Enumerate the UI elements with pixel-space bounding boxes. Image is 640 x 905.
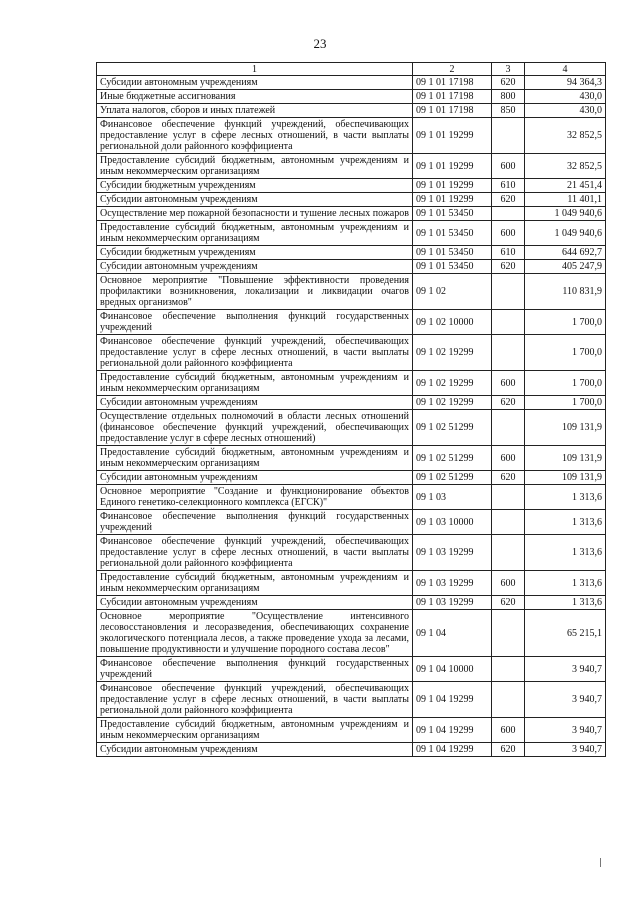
row-amount: 1 313,6 <box>525 510 606 535</box>
table-row <box>97 104 606 118</box>
row-type: 800 <box>492 90 525 104</box>
row-name: Основное мероприятие "Осуществление интенсивного лесовосстановления и лесоразведения, обеспечивающих сохранение экологического потенциала лесов, а также проведение ухода за лесами, повышение продуктивности и улучшение породного состава лесов" <box>97 610 413 657</box>
table-row <box>97 682 606 718</box>
row-name: Субсидии автономным учреждениям <box>97 76 413 90</box>
row-type: 620 <box>492 396 525 410</box>
row-code: 09 1 04 19299 <box>413 718 492 743</box>
row-name: Финансовое обеспечение функций учреждений, обеспечивающих предоставление услуг в сфере лесных отношений, в части выплаты региональной доли районного коэффициента <box>97 335 413 371</box>
row-type: 600 <box>492 154 525 179</box>
row-type: 600 <box>492 371 525 396</box>
table-row <box>97 535 606 571</box>
row-amount: 1 049 940,6 <box>525 221 606 246</box>
row-code: 09 1 01 53450 <box>413 221 492 246</box>
row-name: Предоставление субсидий бюджетным, автономным учреждениям и иным некоммерческим организациям <box>97 571 413 596</box>
row-type: 610 <box>492 179 525 193</box>
row-type <box>492 335 525 371</box>
row-amount: 1 313,6 <box>525 571 606 596</box>
row-code: 09 1 02 19299 <box>413 335 492 371</box>
row-amount: 109 131,9 <box>525 446 606 471</box>
row-amount: 3 940,7 <box>525 657 606 682</box>
table-row <box>97 310 606 335</box>
header-row <box>97 63 606 76</box>
row-type: 600 <box>492 718 525 743</box>
row-name: Субсидии бюджетным учреждениям <box>97 179 413 193</box>
table-row <box>97 221 606 246</box>
table-row <box>97 485 606 510</box>
row-code: 09 1 01 53450 <box>413 260 492 274</box>
row-name: Субсидии автономным учреждениям <box>97 743 413 757</box>
table-row <box>97 410 606 446</box>
row-type: 620 <box>492 743 525 757</box>
row-type: 620 <box>492 193 525 207</box>
row-amount: 110 831,9 <box>525 274 606 310</box>
row-amount: 65 215,1 <box>525 610 606 657</box>
row-type <box>492 310 525 335</box>
table-row <box>97 396 606 410</box>
row-code: 09 1 04 10000 <box>413 657 492 682</box>
row-code: 09 1 04 19299 <box>413 682 492 718</box>
row-name: Предоставление субсидий бюджетным, автономным учреждениям и иным некоммерческим организациям <box>97 446 413 471</box>
row-name: Субсидии автономным учреждениям <box>97 396 413 410</box>
row-code: 09 1 02 51299 <box>413 410 492 446</box>
row-amount: 109 131,9 <box>525 410 606 446</box>
table-row <box>97 371 606 396</box>
row-amount: 3 940,7 <box>525 743 606 757</box>
row-name: Финансовое обеспечение выполнения функций государственных учреждений <box>97 657 413 682</box>
row-amount: 644 692,7 <box>525 246 606 260</box>
table-row <box>97 179 606 193</box>
row-code: 09 1 04 <box>413 610 492 657</box>
row-type <box>492 682 525 718</box>
row-type <box>492 535 525 571</box>
row-code: 09 1 02 51299 <box>413 446 492 471</box>
row-name: Основное мероприятие "Создание и функционирование объектов Единого генетико-селекционного комплекса (ЕГСК)" <box>97 485 413 510</box>
row-name: Финансовое обеспечение выполнения функций государственных учреждений <box>97 310 413 335</box>
table-row <box>97 118 606 154</box>
table-row <box>97 743 606 757</box>
row-name: Финансовое обеспечение функций учреждений, обеспечивающих предоставление услуг в сфере лесных отношений, в части выплаты региональной доли районного коэффициента <box>97 535 413 571</box>
row-code: 09 1 01 19299 <box>413 118 492 154</box>
row-code: 09 1 02 <box>413 274 492 310</box>
row-code: 09 1 04 19299 <box>413 743 492 757</box>
row-code: 09 1 02 19299 <box>413 396 492 410</box>
budget-table <box>96 62 606 757</box>
table-row <box>97 610 606 657</box>
row-amount: 3 940,7 <box>525 682 606 718</box>
row-type: 600 <box>492 446 525 471</box>
row-type: 600 <box>492 571 525 596</box>
row-amount: 430,0 <box>525 90 606 104</box>
row-name: Предоставление субсидий бюджетным, автономным учреждениям и иным некоммерческим организациям <box>97 371 413 396</box>
table-row <box>97 335 606 371</box>
row-amount: 1 700,0 <box>525 396 606 410</box>
row-amount: 3 940,7 <box>525 718 606 743</box>
row-code: 09 1 03 19299 <box>413 596 492 610</box>
row-amount: 1 313,6 <box>525 596 606 610</box>
row-amount: 94 364,3 <box>525 76 606 90</box>
row-type <box>492 410 525 446</box>
row-name: Осуществление мер пожарной безопасности и тушение лесных пожаров <box>97 207 413 221</box>
row-amount: 32 852,5 <box>525 118 606 154</box>
row-type <box>492 207 525 221</box>
row-name: Осуществление отдельных полномочий в области лесных отношений (финансовое обеспечение функций учреждений, обеспечивающих предоставление услуг в сфере лесных отношений) <box>97 410 413 446</box>
row-name: Иные бюджетные ассигнования <box>97 90 413 104</box>
table-row <box>97 154 606 179</box>
row-code: 09 1 01 19299 <box>413 154 492 179</box>
row-name: Субсидии автономным учреждениям <box>97 260 413 274</box>
row-type: 610 <box>492 246 525 260</box>
row-name: Финансовое обеспечение функций учреждений, обеспечивающих предоставление услуг в сфере лесных отношений, в части выплаты региональной доли районного коэффициента <box>97 682 413 718</box>
row-type <box>492 118 525 154</box>
row-type: 620 <box>492 76 525 90</box>
table-body <box>97 76 606 757</box>
row-code: 09 1 02 19299 <box>413 371 492 396</box>
row-amount: 1 700,0 <box>525 310 606 335</box>
row-type: 620 <box>492 260 525 274</box>
row-amount: 11 401,1 <box>525 193 606 207</box>
table-row <box>97 90 606 104</box>
row-type <box>492 610 525 657</box>
row-type: 620 <box>492 596 525 610</box>
row-code: 09 1 03 <box>413 485 492 510</box>
row-code: 09 1 01 17198 <box>413 104 492 118</box>
row-name: Субсидии автономным учреждениям <box>97 471 413 485</box>
header-col-3: 3 <box>492 63 525 76</box>
row-type: 600 <box>492 221 525 246</box>
row-code: 09 1 02 10000 <box>413 310 492 335</box>
table-row <box>97 246 606 260</box>
table-row <box>97 571 606 596</box>
table-row <box>97 596 606 610</box>
table-row <box>97 471 606 485</box>
row-amount: 1 700,0 <box>525 371 606 396</box>
row-name: Субсидии бюджетным учреждениям <box>97 246 413 260</box>
table-row <box>97 718 606 743</box>
row-amount: 1 049 940,6 <box>525 207 606 221</box>
header-col-4: 4 <box>525 63 606 76</box>
row-amount: 1 700,0 <box>525 335 606 371</box>
row-name: Предоставление субсидий бюджетным, автономным учреждениям и иным некоммерческим организациям <box>97 718 413 743</box>
table-row <box>97 260 606 274</box>
margin-mark <box>600 858 601 867</box>
table-row <box>97 657 606 682</box>
row-code: 09 1 03 10000 <box>413 510 492 535</box>
header-col-1: 1 <box>97 63 413 76</box>
row-name: Субсидии автономным учреждениям <box>97 193 413 207</box>
row-code: 09 1 01 53450 <box>413 207 492 221</box>
row-amount: 1 313,6 <box>525 535 606 571</box>
row-type <box>492 485 525 510</box>
row-name: Предоставление субсидий бюджетным, автономным учреждениям и иным некоммерческим организациям <box>97 221 413 246</box>
row-code: 09 1 01 19299 <box>413 193 492 207</box>
row-name: Основное мероприятие "Повышение эффективности проведения профилактики возникновения, локализации и ликвидации очагов вредных организмов" <box>97 274 413 310</box>
row-type: 620 <box>492 471 525 485</box>
row-name: Финансовое обеспечение выполнения функций государственных учреждений <box>97 510 413 535</box>
row-code: 09 1 03 19299 <box>413 535 492 571</box>
row-code: 09 1 01 53450 <box>413 246 492 260</box>
table-row <box>97 207 606 221</box>
row-code: 09 1 01 19299 <box>413 179 492 193</box>
table-row <box>97 76 606 90</box>
row-code: 09 1 01 17198 <box>413 76 492 90</box>
row-amount: 430,0 <box>525 104 606 118</box>
row-amount: 1 313,6 <box>525 485 606 510</box>
header-col-2: 2 <box>413 63 492 76</box>
table-row <box>97 446 606 471</box>
row-amount: 32 852,5 <box>525 154 606 179</box>
row-type <box>492 274 525 310</box>
row-code: 09 1 03 19299 <box>413 571 492 596</box>
table-row <box>97 510 606 535</box>
row-code: 09 1 01 17198 <box>413 90 492 104</box>
row-amount: 109 131,9 <box>525 471 606 485</box>
table-row <box>97 274 606 310</box>
row-type <box>492 657 525 682</box>
row-type <box>492 510 525 535</box>
row-name: Финансовое обеспечение функций учреждений, обеспечивающих предоставление услуг в сфере лесных отношений, в части выплаты региональной доли районного коэффициента <box>97 118 413 154</box>
page-number: 23 <box>313 36 327 51</box>
row-amount: 21 451,4 <box>525 179 606 193</box>
row-type: 850 <box>492 104 525 118</box>
row-name: Предоставление субсидий бюджетным, автономным учреждениям и иным некоммерческим организациям <box>97 154 413 179</box>
row-amount: 405 247,9 <box>525 260 606 274</box>
table-row <box>97 193 606 207</box>
row-name: Уплата налогов, сборов и иных платежей <box>97 104 413 118</box>
row-code: 09 1 02 51299 <box>413 471 492 485</box>
row-name: Субсидии автономным учреждениям <box>97 596 413 610</box>
